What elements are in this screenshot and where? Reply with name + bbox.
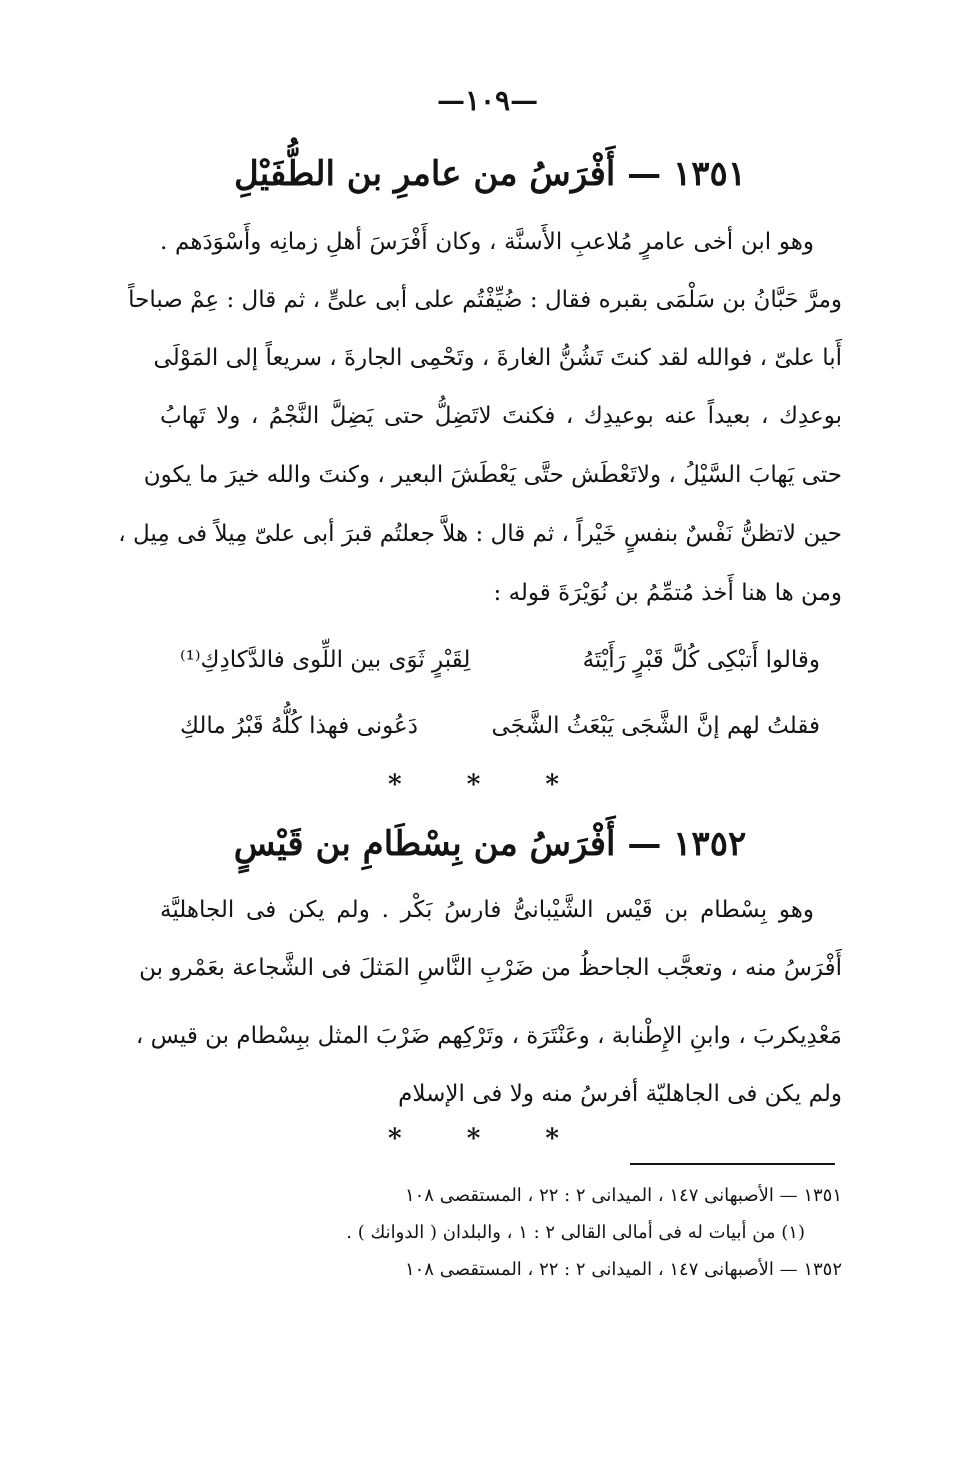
paragraph-line: أَبا علىّ ، فوالله لقد كنتَ تَشُنُّ الغارةَ ، وتَحْمِى الجارةَ ، سريعاً إلى المَوْلَى: [153, 345, 842, 371]
paragraph-line: ولم يكن فى الجاهليّة أفرسُ منه ولا فى الإسلام: [398, 1081, 842, 1107]
footnote-source-1351: ١٣٥١ — الأصبهانى ١٤٧ ، الميدانى ٢ : ٢٢ ، المستقصى ١٠٨: [404, 1185, 842, 1206]
footnote-divider: [630, 1163, 835, 1165]
verse-first-hemistich: وقالوا أَتبْكِى كُلَّ قَبْرٍ رَأَيْتَهُ: [582, 647, 820, 673]
footnote-source-1352: ١٣٥٢ — الأصبهانى ١٤٧ ، الميدانى ٢ : ٢٢ ، المستقصى ١٠٨: [404, 1259, 842, 1280]
paragraph-line: ومرَّ حَبَّانُ بن سَلْمَى بقبره فقال : ضُيِّفْتُم على أبى علىٍّ ، ثم قال : عِمْ صباحاً: [128, 287, 842, 313]
entry-title-1351: ١٣٥١ — أَفْرَسُ من عامرِ بن الطُّفَيْلِ: [234, 154, 746, 194]
verse-second-hemistich: دَعُونى فهذا كُلُّهُ قَبْرُ مالكِ: [180, 713, 418, 739]
paragraph-line: حتى يَهابَ السَّيْلُ ، ولاتَعْطَش حتَّى يَعْطَشَ البعير ، وكنتَ والله خيرَ ما يكون: [143, 462, 842, 488]
paragraph-line: ومن ها هنا أَخذ مُتمِّمُ بن نُوَيْرَةَ قوله :: [493, 580, 842, 606]
paragraph-line: وهو ابن أخى عامرٍ مُلاعبِ الأَسنَّة ، وكان أَفْرَسَ أهلِ زمانِه وأَسْوَدَهم .: [160, 229, 814, 255]
section-separator: * * *: [388, 1124, 587, 1154]
verse-first-hemistich: فقلتُ لهم إنَّ الشَّجَى يَبْعَثُ الشَّجَى: [491, 713, 820, 739]
paragraph-line: أَفْرَسُ منه ، وتعجَّب الجاحظُ من ضَرْبِ النَّاسِ المَثلَ فى الشَّجاعة بعَمْرو بن: [139, 955, 842, 981]
page-number: —١٠٩—: [436, 84, 539, 117]
section-separator: * * *: [388, 770, 587, 800]
entry-title-1352: ١٣٥٢ — أَفْرَسُ من بِسْطَامِ بن قَيْسٍ: [233, 824, 747, 864]
paragraph-line: بوعدِك ، بعيداً عنه بوعيدِك ، فكنتَ لاتَضِلُّ حتى يَضِلَّ النَّجْمُ ، ولا تَهابُ: [160, 403, 842, 429]
paragraph-line: مَعْدِيكربَ ، وابنِ الإِطْنابة ، وعَنْتَرَة ، وتَرْكِهم ضَرْبَ المثل ببِسْطام بن قيس ،: [135, 1023, 842, 1049]
paragraph-line: وهو بِسْطام بن قَيْس الشَّيْبانىُّ فارسُ بَكْر . ولم يكن فى الجاهليَّة: [160, 897, 814, 923]
paragraph-line: حين لاتظنُّ نَفْسٌ بنفسٍ خَيْراً ، ثم قال : هلاَّ جعلتُم قبرَ أبى علىّ مِيلاً فى مِيل ،: [118, 521, 842, 547]
footnote-note-1: (١) من أبيات له فى أمالى القالى ٢ : ١ ، والبلدان ( الدوانك ) .: [346, 1222, 805, 1243]
verse-second-hemistich: لِقَبْرٍ ثَوَى بين اللِّوى فالدَّكادِكِ⁽¹⁾: [180, 647, 471, 673]
